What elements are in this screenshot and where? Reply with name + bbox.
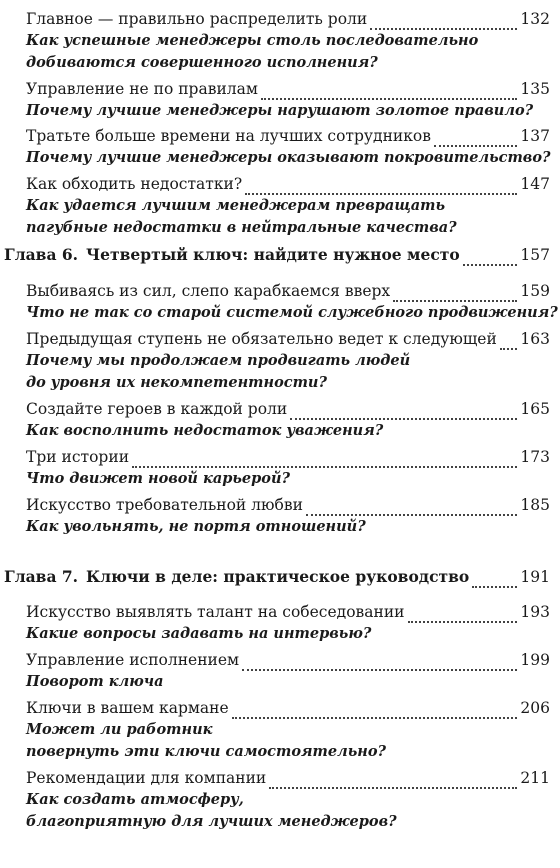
section-question: пагубные недостатки в нейтральные качества?: [26, 218, 457, 236]
section-title: Создайте героев в каждой роли: [26, 400, 288, 418]
page-number: 185: [520, 496, 550, 514]
page-number: 163: [520, 330, 550, 348]
chapter-title-group: [4, 244, 460, 266]
toc-row: [0, 398, 560, 420]
section-title: Рекомендации для компании: [26, 769, 267, 787]
page-number: 157: [520, 246, 550, 264]
section-question: благоприятную для лучших менеджеров?: [26, 812, 397, 830]
section-title: Ключи в вашем кармане: [26, 699, 229, 717]
section-title: Как обходить недостатки?: [26, 175, 243, 193]
toc-row: [0, 280, 560, 302]
section-title: Три истории: [26, 448, 130, 466]
section-question: повернуть эти ключи самостоятельно?: [26, 742, 387, 760]
toc-entry: [0, 78, 560, 122]
toc-row: [0, 78, 560, 100]
section-title: Искусство выявлять талант на собеседовании: [26, 603, 405, 621]
section-question: до уровня их некомпетентности?: [26, 373, 327, 391]
toc-row: [0, 697, 560, 719]
page-number: 206: [520, 699, 550, 717]
dot-leader: [245, 187, 517, 195]
section-question: Поворот ключа: [26, 673, 164, 690]
toc-entry: [0, 446, 560, 490]
section-title: Тратьте больше времени на лучших сотрудников: [26, 127, 431, 145]
section-question: добиваются совершенного исполнения?: [26, 53, 378, 71]
toc-entry: [0, 8, 560, 73]
section-title: Управление исполнением: [26, 651, 240, 669]
dot-leader: [408, 615, 518, 623]
toc-row: [0, 767, 560, 789]
toc-row: [0, 244, 560, 266]
dot-leader: [269, 781, 517, 789]
toc-entry: [0, 173, 560, 238]
chapter-heading: [0, 244, 560, 266]
toc-entry: [0, 697, 560, 762]
dot-leader: [370, 22, 517, 30]
section-question: Какие вопросы задавать на интервью?: [26, 625, 372, 642]
toc-row: [0, 8, 560, 30]
section-question: Почему мы продолжаем продвигать людей: [26, 352, 411, 369]
page-number: 199: [520, 651, 550, 669]
toc-row: [0, 566, 560, 588]
toc-row: [0, 125, 560, 147]
section-question: Почему лучшие менеджеры нарушают золотое правило?: [26, 102, 534, 119]
toc-entry: [0, 280, 560, 324]
section-question: Как удается лучшим менеджерам превращать: [26, 197, 446, 214]
chapter-title: Четвертый ключ: найдите нужное место: [86, 245, 460, 264]
toc-row: [0, 328, 560, 350]
page-number: 173: [520, 448, 550, 466]
dot-leader: [306, 508, 517, 516]
section-question: Как создать атмосферу,: [26, 791, 244, 808]
chapter-number: Глава 6.: [4, 245, 79, 264]
page-number: 135: [520, 80, 550, 98]
toc-row: [0, 649, 560, 671]
page-number: 193: [520, 603, 550, 621]
page-number: 137: [520, 127, 550, 145]
page-number: 165: [520, 400, 550, 418]
toc-entry: [0, 328, 560, 393]
toc-row: [0, 601, 560, 623]
page-number: 132: [520, 10, 550, 28]
toc-row: [0, 173, 560, 195]
chapter-title-group: [4, 566, 469, 588]
section-title: Управление не по правилам: [26, 80, 258, 98]
section-question: Как восполнить недостаток уважения?: [26, 422, 384, 439]
dot-leader: [242, 663, 517, 671]
dot-leader: [261, 92, 517, 100]
section-question: Как успешные менеджеры столь последовательно: [26, 32, 479, 49]
section-question: Может ли работник: [26, 721, 213, 738]
section-title: Выбиваясь из сил, слепо карабкаемся вверх: [26, 282, 391, 300]
dot-leader: [472, 580, 517, 588]
toc-entry: [0, 125, 560, 169]
toc-row: [0, 446, 560, 468]
toc-entry: [0, 398, 560, 442]
page-number: 159: [520, 282, 550, 300]
dot-leader: [434, 139, 517, 147]
section-title: Искусство требовательной любви: [26, 496, 303, 514]
toc-entry: [0, 767, 560, 832]
dot-leader: [232, 711, 518, 719]
section-question: Что не так со старой системой служебного продвижения?: [26, 304, 558, 321]
section-question: Как увольнять, не портя отношений?: [26, 518, 366, 535]
chapter-title: Ключи в деле: практическое руководство: [86, 567, 470, 586]
page-number: 211: [520, 769, 550, 787]
chapter-number: Глава 7.: [4, 567, 79, 586]
toc-row: [0, 494, 560, 516]
chapter-heading: [0, 566, 560, 588]
toc-entry: [0, 601, 560, 645]
section-question: Что движет новой карьерой?: [26, 470, 291, 487]
page-number: 191: [520, 568, 550, 586]
dot-leader: [463, 258, 518, 266]
section-question: Почему лучшие менеджеры оказывают покровительство?: [26, 149, 551, 166]
dot-leader: [132, 460, 517, 468]
dot-leader: [290, 412, 517, 420]
section-title: Главное — правильно распределить роли: [26, 10, 368, 28]
section-title: Предыдущая ступень не обязательно ведет к следующей: [26, 330, 497, 348]
toc-entry: [0, 649, 560, 693]
dot-leader: [500, 342, 518, 350]
page-number: 147: [520, 175, 550, 193]
dot-leader: [393, 294, 517, 302]
toc-entry: [0, 494, 560, 538]
